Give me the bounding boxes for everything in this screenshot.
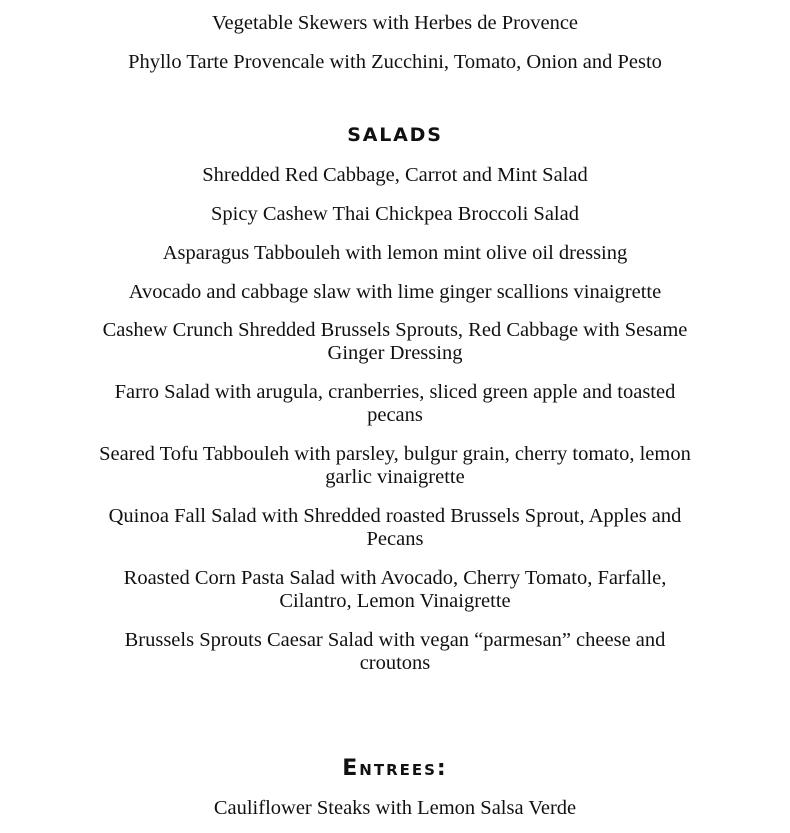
salad-item-asparagus-tabbouleh: Asparagus Tabbouleh with lemon mint olive oil dressing [162,242,628,264]
entree-item-cauliflower-steaks: Cauliflower Steaks with Lemon Salsa Verde [213,797,577,819]
salad-item-seared-tofu: Seared Tofu Tabbouleh with parsley, bulgur grain, cherry tomato, lemon garlic vinaigrette [99,443,691,488]
salad-item-cashew-crunch: Cashew Crunch Shredded Brussels Sprouts, Red Cabbage with Sesame Ginger Dressing [102,319,688,364]
salad-item-thai-chickpea: Spicy Cashew Thai Chickpea Broccoli Salad [211,203,579,225]
salad-item-red-cabbage: Shredded Red Cabbage, Carrot and Mint Salad [202,164,588,186]
salad-item-roasted-corn-pasta: Roasted Corn Pasta Salad with Avocado, Cherry Tomato, Farfalle, Cilantro, Lemon Vinaigrette [123,567,667,612]
menu-item-vegetable-skewers: Vegetable Skewers with Herbes de Provence [211,12,579,34]
salad-item-quinoa-fall: Quinoa Fall Salad with Shredded roasted Brussels Sprout, Apples and Pecans [108,505,682,550]
salad-item-avocado-slaw: Avocado and cabbage slaw with lime ginger scallions vinaigrette [128,281,662,303]
salad-item-brussels-caesar: Brussels Sprouts Caesar Salad with vegan “parmesan” cheese and croutons [124,629,666,674]
salad-item-farro: Farro Salad with arugula, cranberries, sliced green apple and toasted pecans [114,381,676,426]
entrees-heading: Entrees: [342,756,448,781]
salads-heading: SALADS [347,124,443,146]
menu-item-phyllo-tarte: Phyllo Tarte Provencale with Zucchini, Tomato, Onion and Pesto [128,51,662,73]
